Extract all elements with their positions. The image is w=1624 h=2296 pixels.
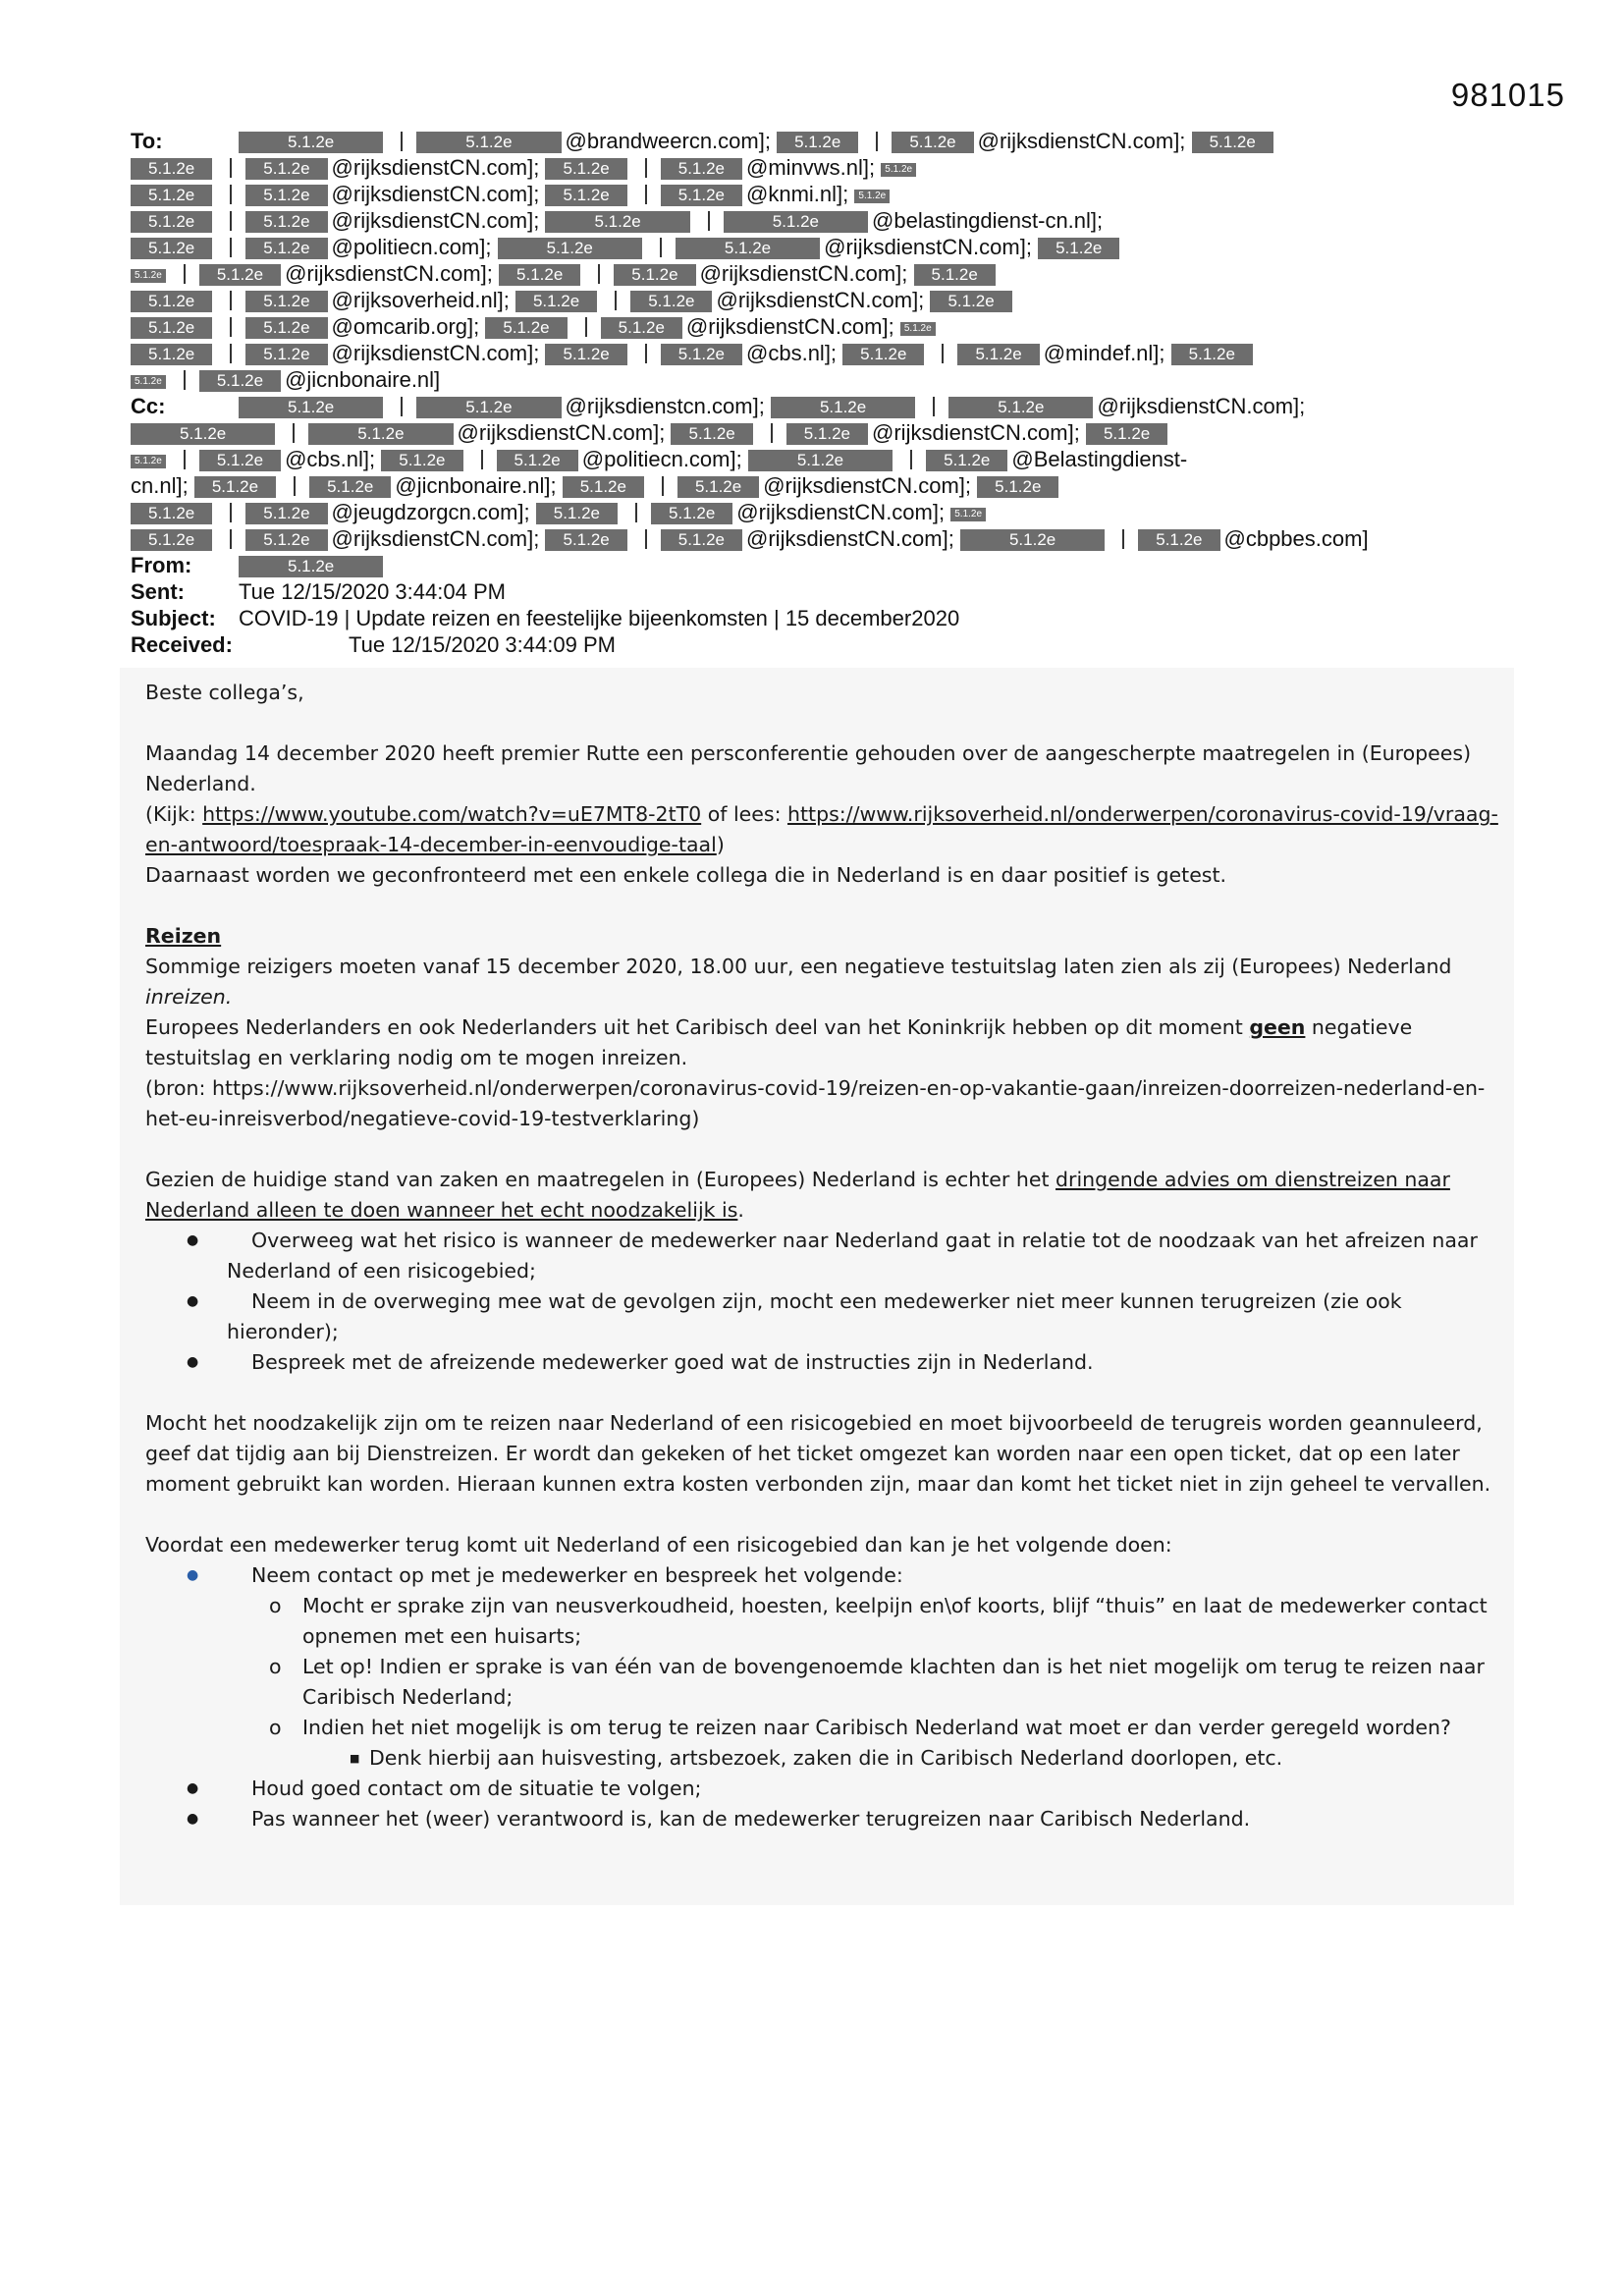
redaction-divider: [771, 423, 773, 443]
redaction-divider: [876, 132, 878, 151]
email-domain: @rijksdienstCN.com];: [331, 526, 540, 551]
redaction: 5.1.2e: [309, 476, 391, 498]
email-domain: @rijksdienstCN.com];: [977, 129, 1186, 153]
redaction-divider: [645, 185, 647, 204]
redaction: 5.1.2e: [1192, 132, 1273, 153]
cc-line-5: [131, 499, 1505, 525]
redaction-divider: [230, 291, 232, 310]
redaction-divider: [942, 344, 944, 363]
redaction: 5.1.2e: [563, 476, 644, 498]
email-header: [131, 128, 1505, 658]
email-domain: @mindef.nl];: [1043, 341, 1165, 365]
email-domain: @rijksdienstCN.com];: [699, 261, 908, 286]
redaction: 5.1.2e: [131, 455, 166, 468]
redaction: 5.1.2e: [1138, 529, 1219, 551]
redaction-divider: [184, 450, 186, 469]
redaction: 5.1.2e: [245, 291, 327, 312]
to-line-8: [131, 313, 1505, 340]
advies-bullets: [145, 1226, 1500, 1378]
reizen-source: (bron: https://www.rijksoverheid.nl/onderwerpen/coronavirus-covid-19/reizen-en-op-vakantie-gaan/inreizen-doorreizen-nederland-en-het-eu-inreisverbod/negatieve-covid-19-testverklaring): [145, 1076, 1486, 1130]
redaction: 5.1.2e: [900, 322, 936, 336]
reizen-heading: Reizen: [145, 924, 222, 948]
email-domain: @brandweercn.com];: [565, 129, 771, 153]
sub-sub-list: [145, 1743, 1500, 1774]
email-domain: @cbs.nl];: [285, 447, 376, 471]
list-item-text: Neem contact op met je medewerker en bespreek het volgende:: [251, 1563, 903, 1587]
advies-paragraph: [145, 1165, 1500, 1226]
to-line-3: [131, 181, 1505, 207]
redaction: 5.1.2e: [245, 158, 327, 180]
voordat-bullets: [145, 1560, 1500, 1591]
to-line-2: [131, 154, 1505, 181]
redaction: 5.1.2e: [614, 264, 695, 286]
redaction: 5.1.2e: [545, 158, 626, 180]
email-domain: @jicnbonaire.nl];: [395, 473, 557, 498]
email-domain: @minvws.nl];: [746, 155, 876, 180]
email-domain: @rijksdienstCN.com];: [872, 420, 1080, 445]
email-domain: @rijksdienstCN.com];: [736, 500, 946, 524]
redaction: 5.1.2e: [930, 291, 1011, 312]
email-domain: @rijksdienstCN.com];: [716, 288, 925, 312]
cc-label: Cc:: [131, 394, 166, 418]
redaction: 5.1.2e: [499, 264, 580, 286]
redaction: 5.1.2e: [485, 317, 567, 339]
final-bullets: [145, 1774, 1500, 1834]
redaction: 5.1.2e: [950, 508, 986, 521]
redaction: 5.1.2e: [661, 344, 742, 365]
redaction-divider: [481, 450, 483, 469]
to-line-6: [131, 260, 1505, 287]
close-paren: ): [716, 833, 725, 856]
to-line-4: [131, 207, 1505, 234]
redaction: 5.1.2e: [1171, 344, 1253, 365]
email-domain: @rijksdienstCN.com];: [1097, 394, 1306, 418]
redaction-divider: [230, 158, 232, 178]
redaction: 5.1.2e: [239, 397, 383, 418]
redaction: 5.1.2e: [131, 375, 166, 389]
redaction: 5.1.2e: [601, 317, 682, 339]
to-line-5: [131, 234, 1505, 260]
redaction: 5.1.2e: [854, 190, 890, 203]
redaction: 5.1.2e: [651, 503, 732, 524]
redaction: 5.1.2e: [131, 344, 212, 365]
list-item: ● Bespreek met de afreizende medewerker goed wat de instructies zijn in Nederland.: [145, 1347, 1500, 1378]
redaction-divider: [635, 503, 637, 522]
redaction-divider: [910, 450, 912, 469]
subject-label: Subject:: [131, 606, 216, 630]
to-line-9: [131, 340, 1505, 366]
received-label: Received:: [131, 632, 233, 657]
email-domain: @rijksdienstCN.com];: [331, 182, 540, 206]
redaction: 5.1.2e: [545, 185, 626, 206]
redaction: 5.1.2e: [416, 397, 561, 418]
redaction: 5.1.2e: [748, 450, 893, 471]
email-domain: cn.nl];: [131, 473, 189, 498]
redaction: 5.1.2e: [1086, 423, 1167, 445]
redaction: 5.1.2e: [131, 269, 166, 283]
redaction: 5.1.2e: [245, 185, 327, 206]
sub-sub-list-item: ■ Denk hierbij aan huisvesting, artsbezoek, zaken die in Caribisch Nederland doorlopen, etc.: [145, 1743, 1500, 1774]
email-domain: @jicnbonaire.nl]: [285, 367, 441, 392]
redaction: 5.1.2e: [131, 317, 212, 339]
redaction-divider: [230, 503, 232, 522]
cc-line-3: [131, 446, 1505, 472]
email-domain: @rijksdienstCN.com];: [331, 341, 540, 365]
redaction-divider: [230, 211, 232, 231]
redaction-divider: [585, 317, 587, 337]
redaction: 5.1.2e: [630, 291, 712, 312]
redaction-divider: [645, 344, 647, 363]
redaction: 5.1.2e: [676, 238, 820, 259]
email-domain: @rijksdienstCN.com];: [824, 235, 1032, 259]
email-domain: @knmi.nl];: [746, 182, 849, 206]
redaction: 5.1.2e: [131, 238, 212, 259]
email-domain: @belastingdienst-cn.nl];: [872, 208, 1104, 233]
cc-line-6: [131, 525, 1505, 552]
email-domain: @politiecn.com];: [331, 235, 492, 259]
redaction: 5.1.2e: [131, 503, 212, 524]
redaction: 5.1.2e: [199, 370, 281, 392]
redaction: 5.1.2e: [545, 211, 689, 233]
reizen-text-1-italic: inreizen.: [145, 985, 233, 1009]
document-number: 981015: [1450, 77, 1565, 113]
noodzakelijk-paragraph: Mocht het noodzakelijk zijn om te reizen naar Nederland of een risicogebied en moet bijvoorbeeld de terugreis worden geannuleerd, geef dat tijdig aan bij Dienstreizen. Er wordt dan gekeken of het ticket omgezet kan worden naar een open ticket, dat op een later moment gebruikt kan worden. Hieraan kunnen extra kosten verbonden zijn, maar dan komt het ticket niet in zijn geheel te vervallen.: [145, 1411, 1491, 1496]
list-item: ● Overweeg wat het risico is wanneer de medewerker naar Nederland gaat in relatie tot de noodzaak van het afreizen naar Nederland of een risicogebied;: [145, 1226, 1500, 1286]
reizen-section: [145, 921, 1500, 1134]
email-domain: @rijksdienstCN.com];: [685, 314, 894, 339]
redaction: 5.1.2e: [498, 238, 642, 259]
redaction: 5.1.2e: [245, 211, 327, 233]
redaction-divider: [401, 397, 403, 416]
email-domain: @jeugdzorgcn.com];: [331, 500, 530, 524]
redaction: 5.1.2e: [497, 450, 578, 471]
sub-list-item: o Mocht er sprake zijn van neusverkoudheid, hoesten, keelpijn en\of koorts, blijf “thuis” en laat de medewerker contact opnemen met een huisarts;: [145, 1591, 1500, 1652]
redaction-divider: [645, 529, 647, 549]
email-domain: @politiecn.com];: [581, 447, 742, 471]
redaction-divider: [615, 291, 617, 310]
list-item: [145, 1560, 1500, 1591]
to-line-1: [131, 128, 1505, 154]
email-domain: @rijksdienstcn.com];: [565, 394, 765, 418]
email-domain: @rijksdienstCN.com];: [763, 473, 972, 498]
redaction: 5.1.2e: [842, 344, 924, 365]
redaction: 5.1.2e: [948, 397, 1093, 418]
redaction: 5.1.2e: [892, 132, 973, 153]
redaction-divider: [401, 132, 403, 151]
cc-line-1: [131, 393, 1505, 419]
redaction-divider: [230, 317, 232, 337]
colleague-text: Daarnaast worden we geconfronteerd met een enkele collega die in Nederland is en daar positief is getest.: [145, 863, 1227, 887]
redaction: 5.1.2e: [199, 264, 281, 286]
cc-line-4: [131, 472, 1505, 499]
advies-underlined: dringende advies om dienstreizen naar Nederland alleen te doen wanneer het echt noodzakelijk is: [145, 1168, 1450, 1222]
redaction: 5.1.2e: [131, 158, 212, 180]
received-line: [131, 631, 1505, 658]
email-domain: @rijksdienstCN.com];: [457, 420, 666, 445]
redaction-divider: [708, 211, 710, 231]
from-label: From:: [131, 553, 192, 577]
email-domain: @rijksoverheid.nl];: [331, 288, 510, 312]
redaction: 5.1.2e: [926, 450, 1007, 471]
redaction: 5.1.2e: [515, 291, 597, 312]
redaction-divider: [662, 476, 664, 496]
list-item: ● Pas wanneer het (weer) verantwoord is, kan de medewerker terugreizen naar Caribisch Nederland.: [145, 1804, 1500, 1834]
redaction: 5.1.2e: [381, 450, 462, 471]
redaction: 5.1.2e: [545, 529, 626, 551]
sent-line: [131, 578, 1505, 605]
redaction: 5.1.2e: [131, 211, 212, 233]
redaction: 5.1.2e: [245, 503, 327, 524]
redaction-divider: [293, 423, 295, 443]
email-body: [145, 678, 1500, 1865]
advies-end: .: [737, 1198, 744, 1222]
redaction: 5.1.2e: [914, 264, 996, 286]
redaction-divider: [230, 185, 232, 204]
reizen-text-2b: negatieve testuitslag en verklaring nodig om te mogen inreizen.: [145, 1015, 1413, 1069]
redaction: 5.1.2e: [131, 291, 212, 312]
redaction-divider: [184, 370, 186, 390]
redaction-divider: [230, 529, 232, 549]
redaction: 5.1.2e: [881, 163, 916, 177]
email-domain: @omcarib.org];: [331, 314, 480, 339]
redaction: 5.1.2e: [245, 344, 327, 365]
redaction: 5.1.2e: [308, 423, 453, 445]
lees-text: of lees:: [701, 802, 788, 826]
email-domain: @Belastingdienst-: [1011, 447, 1188, 471]
redaction-divider: [230, 238, 232, 257]
greeting: Beste collega’s,: [145, 681, 304, 704]
email-domain: @cbs.nl];: [746, 341, 838, 365]
redaction: 5.1.2e: [671, 423, 752, 445]
redaction: 5.1.2e: [661, 185, 742, 206]
email-domain: @cbpbes.com]: [1223, 526, 1369, 551]
intro-text: Maandag 14 december 2020 heeft premier Rutte een persconferentie gehouden over de aangescherpte maatregelen in (Europees) Nederland.: [145, 741, 1472, 795]
redaction: 5.1.2e: [677, 476, 759, 498]
redaction: 5.1.2e: [777, 132, 858, 153]
redaction: 5.1.2e: [194, 476, 276, 498]
redaction: 5.1.2e: [960, 529, 1105, 551]
redaction: 5.1.2e: [245, 317, 327, 339]
email-domain: @rijksdienstCN.com];: [746, 526, 954, 551]
redaction: 5.1.2e: [199, 450, 281, 471]
to-line-10: [131, 366, 1505, 393]
redaction-divider: [184, 264, 186, 284]
redaction-divider: [294, 476, 296, 496]
advies-text: Gezien de huidige stand van zaken en maatregelen in (Europees) Nederland is echter het: [145, 1168, 1056, 1191]
redaction: 5.1.2e: [724, 211, 868, 233]
redaction: 5.1.2e: [771, 397, 915, 418]
received-value: Tue 12/15/2020 3:44:09 PM: [349, 632, 616, 657]
email-domain: @rijksdienstCN.com];: [331, 208, 540, 233]
sub-list-item: o Let op! Indien er sprake is van één van de bovengenoemde klachten dan is het niet mogelijk om terug te reizen naar Caribisch Nederland;: [145, 1652, 1500, 1713]
reizen-text-1: Sommige reizigers moeten vanaf 15 december 2020, 18.00 uur, een negatieve testuitslag laten zien als zij (Europees) Nederland: [145, 955, 1452, 978]
redaction-divider: [933, 397, 935, 416]
to-label: To:: [131, 129, 163, 153]
redaction-divider: [598, 264, 600, 284]
redaction: 5.1.2e: [1038, 238, 1119, 259]
intro-paragraph: [145, 738, 1500, 891]
redaction: 5.1.2e: [239, 556, 383, 577]
list-item: ● Neem in de overweging mee wat de gevolgen zijn, mocht een medewerker niet meer kunnen terugreizen (zie ook hieronder);: [145, 1286, 1500, 1347]
redaction: 5.1.2e: [245, 529, 327, 551]
redaction: 5.1.2e: [131, 185, 212, 206]
redaction: 5.1.2e: [131, 423, 275, 445]
cc-line-2: [131, 419, 1505, 446]
redaction: 5.1.2e: [977, 476, 1058, 498]
reizen-text-2-bold: geen: [1249, 1015, 1306, 1039]
redaction: 5.1.2e: [661, 158, 742, 180]
redaction-divider: [1122, 529, 1124, 549]
redaction-divider: [230, 344, 232, 363]
redaction: 5.1.2e: [545, 344, 626, 365]
email-domain: @rijksdienstCN.com];: [285, 261, 493, 286]
redaction-divider: [660, 238, 662, 257]
email-domain: @rijksdienstCN.com];: [331, 155, 540, 180]
redaction: 5.1.2e: [661, 529, 742, 551]
reizen-text-2a: Europees Nederlanders en ook Nederlanders uit het Caribisch deel van het Koninkrijk hebben op dit moment: [145, 1015, 1250, 1039]
from-line: [131, 552, 1505, 578]
redaction: 5.1.2e: [131, 529, 212, 551]
list-item: ● Houd goed contact om de situatie te volgen;: [145, 1774, 1500, 1804]
kijk-prefix: (Kijk:: [145, 802, 203, 826]
rijksoverheid-link[interactable]: https://www.rijksoverheid.nl/onderwerpen/coronavirus-covid-19/vraag-en-antwoord/toespraak-14-december-in-eenvoudige-taal: [145, 802, 1498, 856]
redaction: 5.1.2e: [536, 503, 618, 524]
to-line-7: [131, 287, 1505, 313]
sub-list: [145, 1591, 1500, 1743]
redaction-divider: [645, 158, 647, 178]
redaction: 5.1.2e: [957, 344, 1039, 365]
voordat-paragraph: Voordat een medewerker terug komt uit Nederland of een risicogebied dan kan je het volgende doen:: [145, 1533, 1172, 1557]
sub-list-item: o Indien het niet mogelijk is om terug te reizen naar Caribisch Nederland wat moet er dan verder geregeld worden?: [145, 1713, 1500, 1743]
subject-value: COVID-19 | Update reizen en feestelijke bijeenkomsten | 15 december2020: [239, 606, 960, 630]
redaction: 5.1.2e: [239, 132, 383, 153]
redaction: 5.1.2e: [416, 132, 561, 153]
sent-label: Sent:: [131, 579, 185, 604]
youtube-link[interactable]: https://www.youtube.com/watch?v=uE7MT8-2tT0: [202, 802, 702, 826]
redaction: 5.1.2e: [786, 423, 868, 445]
redaction: 5.1.2e: [245, 238, 327, 259]
subject-line: [131, 605, 1505, 631]
sent-value: Tue 12/15/2020 3:44:04 PM: [239, 579, 506, 604]
